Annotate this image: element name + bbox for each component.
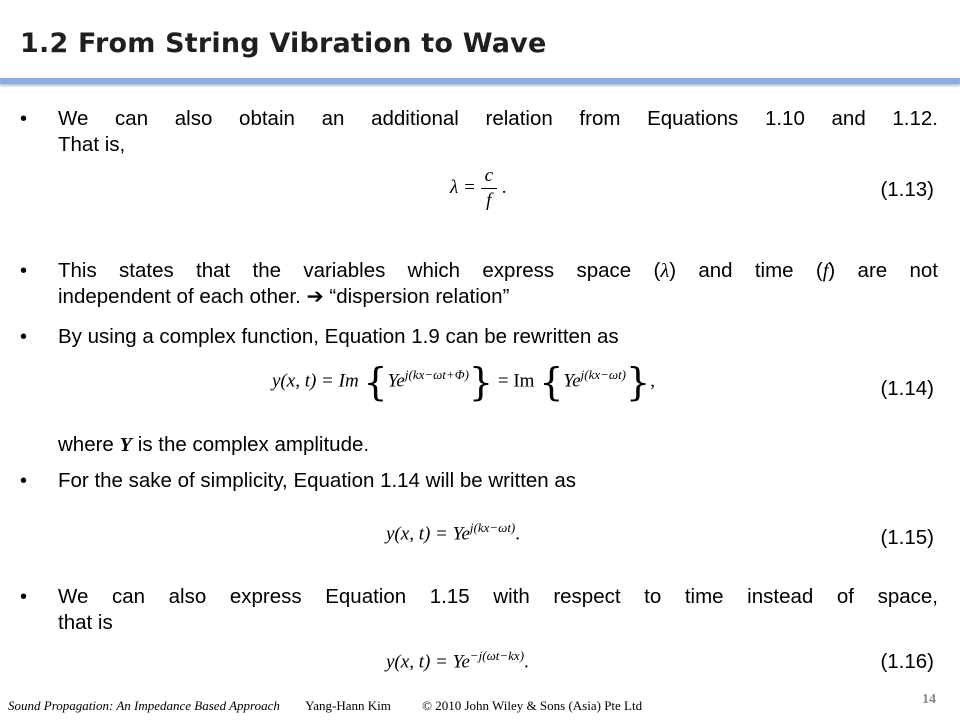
eq115-tail: . [515,523,521,545]
bullet-2-line-2-text: independent of each other. [58,285,307,308]
f-symbol: f [822,260,829,282]
title-divider [0,78,960,84]
footer-book-title: Sound Propagation: An Impedance Based Approach [8,698,280,713]
eq116-exponent: −j(ωt−kx) [469,648,525,663]
bullet-5-text: We can also express Equation 1.15 with respect to time instead of space, [58,585,938,608]
footer-author: Yang-Hann Kim [305,698,391,713]
eq116-lhs: y(x, t) = Ye [386,651,470,673]
right-brace-icon: } [468,360,494,404]
eq114-term1: Ye [387,370,405,392]
equation-1-13 [450,164,507,213]
equation-number-1-14: (1.14) [880,377,934,400]
left-brace-icon: { [363,360,388,404]
eq115-lhs: y(x, t) = Ye [386,523,470,545]
eq113-fraction [481,164,497,213]
equation-number-1-15: (1.15) [880,526,934,549]
page-number: 14 [922,692,936,707]
equation-number-1-13: (1.13) [880,178,934,201]
eq113-tail: . [501,176,507,198]
eq113-denominator: f [486,190,492,211]
right-brace-icon: } [626,360,651,404]
bullet-5 [58,584,938,610]
equation-number-1-16: (1.16) [880,650,934,673]
eq116-tail: . [524,651,529,673]
eq115-exponent: j(kx−ωt) [469,520,516,535]
bullet-5-line-2: that is [58,611,113,634]
equation-1-16 [386,648,529,673]
bullet-1-text: We can also obtain an additional relation from Equations 1.10 and 1.12. [58,107,938,130]
bullet-2-text-c: ) are not [828,259,938,282]
Y-symbol: Y [119,434,133,456]
bullet-2-line-2 [58,284,509,310]
arrow-icon: ➔ [306,285,324,308]
equation-1-15 [386,520,520,545]
dispersion-relation-quote: “dispersion relation” [323,285,510,308]
eq113-numerator: c [484,165,493,186]
eq114-exponent2: j(kx−ωt) [580,367,627,383]
bullet-2 [58,258,938,284]
lambda-symbol: λ [660,260,670,282]
eq114-exponent1: j(kx−ωt+Φ) [404,367,469,383]
footer [8,698,642,714]
eq114-tail: , [650,370,655,392]
footer-copyright: © 2010 John Wiley & Sons (Asia) Pte Ltd [422,698,643,713]
slide-title: 1.2 From String Vibration to Wave [20,28,547,59]
bullet-4 [58,468,938,494]
eq114-lhs: y(x, t) = Im [272,370,359,392]
eq114-term2: Ye [563,370,581,392]
where-line [58,432,369,458]
equation-1-14 [272,360,655,404]
eq114-mid: = Im [497,370,535,392]
where-pre: where [58,433,120,456]
bullet-2-text-b: ) and time ( [669,259,823,282]
eq113-lhs: λ = [450,176,476,198]
bullet-4-text: For the sake of simplicity, Equation 1.14 will be written as [58,469,577,492]
bullet-2-text-a: This states that the variables which express space ( [58,259,661,282]
bullet-1-line-2: That is, [58,133,126,156]
bullet-3-text: By using a complex function, Equation 1.9 can be rewritten as [58,325,619,348]
left-brace-icon: { [539,360,564,404]
bullet-1 [58,106,938,132]
bullet-3 [58,324,938,350]
where-post: is the complex amplitude. [132,433,370,456]
